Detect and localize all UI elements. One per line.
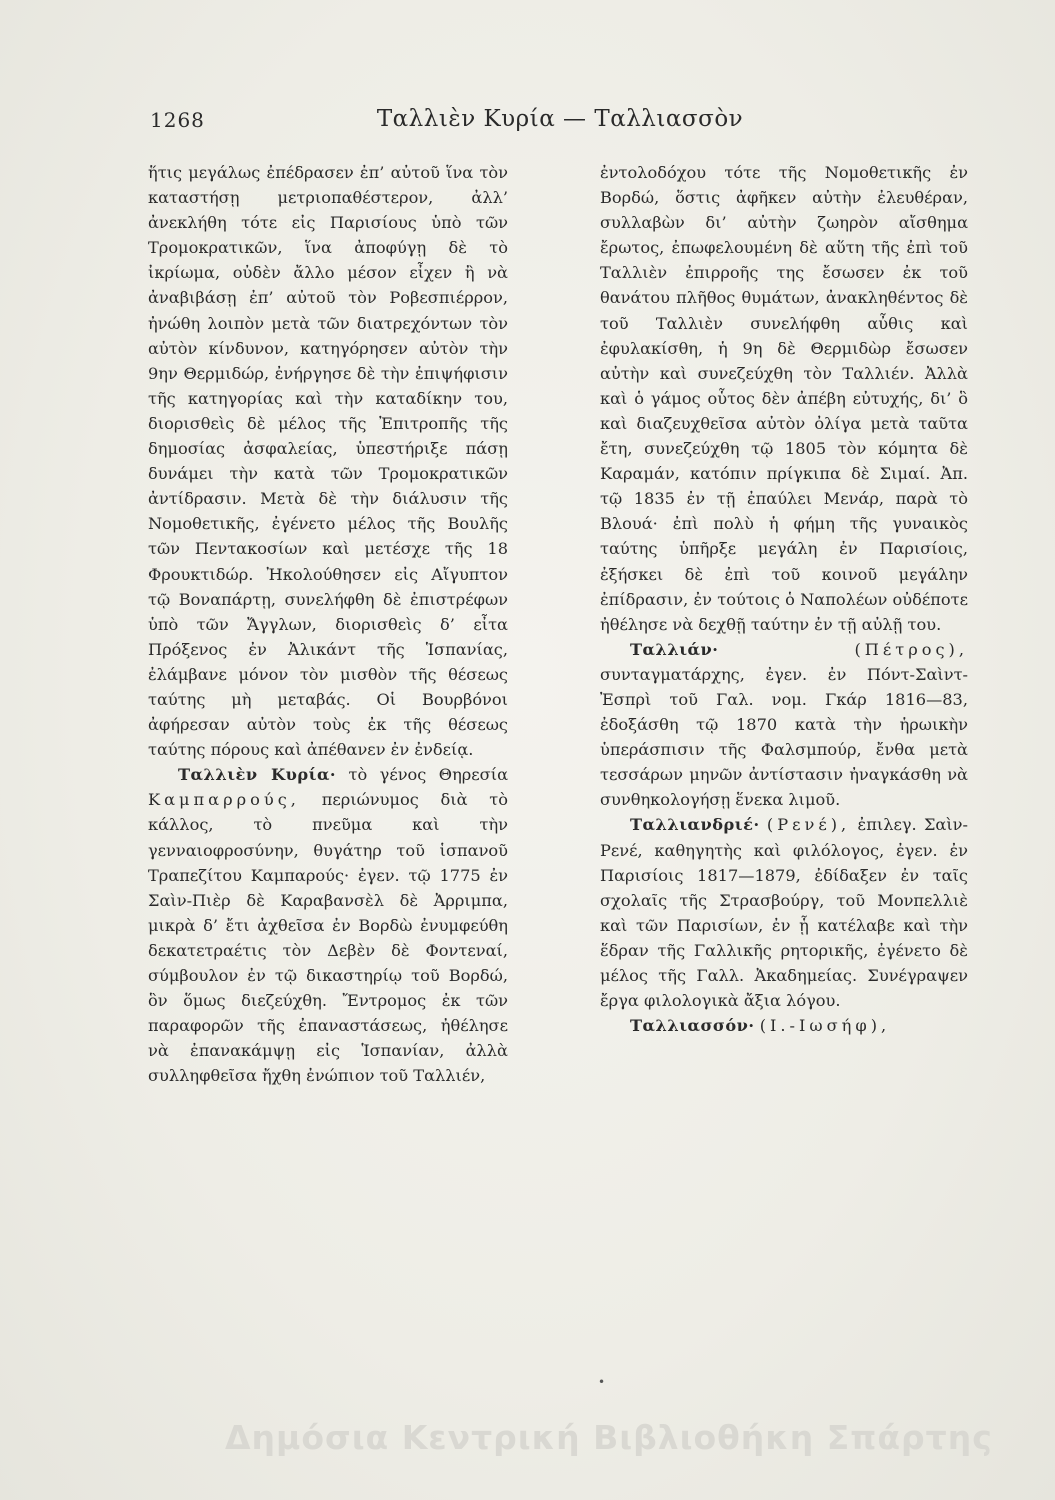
entry-spaced-name: (Ι.-Ιωσήφ), (759, 1016, 891, 1036)
entry-lemma: Ταλλιανδριέ· (630, 815, 760, 835)
left-column (148, 160, 508, 1088)
entry-tallian (600, 637, 968, 813)
page-header (150, 108, 950, 142)
entry-tallianrie (600, 812, 968, 1013)
entry-tallien-kyria (148, 762, 508, 1088)
entry-tallyasson (600, 1013, 968, 1038)
page-number: 1268 (150, 108, 205, 132)
entry-spaced-name: (Πέτρος), (854, 639, 968, 659)
entry-text: ἐπιλεγ. Σαὶν-Ρενέ, καθηγητὴς καὶ φιλόλογος, ἐγεν. ἐν Παρισίοις 1817—1879, ἐδίδαξεν ἐν ταῖς σχολαῖς τῆς Στρασβούργ, τοῦ Μονπελλιὲ καὶ τῶν Παρισίων, ἐν ᾗ κατέλαβε καὶ τὴν ἕδραν τῆς Γαλλικῆς ρητορικῆς, ἐγένετο δὲ μέλος τῆς Γαλλ. Ἀκαδημείας. Συνέγραψεν ἔργα φιλολογικὰ ἄξια λόγου. (600, 815, 968, 1011)
entry-lemma: Ταλλιὲν Κυρία· (178, 765, 337, 785)
left-paragraph-continuation: ἥτις μεγάλως ἐπέδρασεν ἐπ’ αὐτοῦ ἵνα τὸν καταστήσῃ μετριοπαθέστερον, ἀλλ’ ἀνεκλήθη τότε εἰς Παρισίους ὑπὸ τῶν Τρομοκρατικῶν, ἵνα ἀποφύγῃ δὲ τὸ ἰκρίωμα, οὐδὲν ἄλλο μέσον εἶχεν ἢ νὰ ἀναβιβάσῃ ἐπ’ αὐτοῦ τὸν Ροβεσπιέρρον, ἠνώθη λοιπὸν μετὰ τῶν διατρεχόντων τὸν αὐτὸν κίνδυνον, κατηγόρησεν αὐτὸν τὴν 9ην Θερμιδώρ, ἐνήργησε δὲ τὴν ἐπιψήφισιν τῆς κατηγορίας καὶ τὴν καταδίκην του, διορισθεὶς δὲ μέλος τῆς Ἐπιτροπῆς τῆς δημοσίας ἀσφαλείας, ὑπεστήριξε πάσῃ δυνάμει τὴν κατὰ τῶν Τρομοκρατικῶν ἀντίδρασιν. Μετὰ δὲ τὴν διάλυσιν τῆς Νομοθετικῆς, ἐγένετο μέλος τῆς Βουλῆς τῶν Πεντακοσίων καὶ μετέσχε τῆς 18 Φρουκτιδώρ. Ἠκολούθησεν εἰς Αἴγυπτον τῷ Βοναπάρτῃ, συνελήφθη δὲ ἐπιστρέφων ὑπὸ τῶν Ἄγγλων, διορισθεὶς δ’ εἶτα Πρόξενος ἐν Ἀλικάντ τῆς Ἱσπανίας, ἐλάμβανε μόνον τὸν μισθὸν τῆς θέσεως ταύτης μὴ μεταβάς. Οἱ Βουρβόνοι ἀφήρεσαν αὐτὸν τοὺς ἐκ τῆς θέσεως ταύτης πόρους καὶ ἀπέθανεν ἐν ἐνδείᾳ. (148, 163, 508, 760)
running-head: Ταλλιὲν Κυρία — Ταλλιασσὸν (376, 106, 744, 132)
entry-spaced-name: (Ρενέ), (766, 815, 851, 835)
entry-lemma: Ταλλιάν· (630, 639, 719, 659)
right-paragraph-continuation: ἐντολοδόχου τότε τῆς Νομοθετικῆς ἐν Βορδώ, ὅστις ἀφῆκεν αὐτὴν ἐλευθέραν, συλλαβὼν δι’ αὐτὴν ζωηρὸν αἴσθημα ἔρωτος, ἐπωφελουμένη δὲ αὕτη τῆς ἐπὶ τοῦ Ταλλιὲν ἐπιρροῆς της ἔσωσεν ἐκ τοῦ θανάτου πλῆθος θυμάτων, ἀνακληθέντος δὲ τοῦ Ταλλιὲν συνελήφθη αὖθις καὶ ἐφυλακίσθη, ἡ 9η δὲ Θερμιδὼρ ἔσωσεν αὐτὴν καὶ συνεζεύχθη τὸν Ταλλιέν. Ἀλλὰ καὶ ὁ γάμος οὗτος δὲν ἀπέβη εὐτυχής, δι’ ὃ καὶ διαζευχθεῖσα αὐτὸν ὀλίγα μετὰ ταῦτα ἔτη, συνεζεύχθη τῷ 1805 τὸν κόμητα δὲ Καραμάν, κατόπιν πρίγκιπα δὲ Σιμαί. Ἀπ. τῷ 1835 ἐν τῇ ἐπαύλει Μενάρ, παρὰ τὸ Βλουά· ἐπὶ πολὺ ἡ φήμη τῆς γυναικὸς ταύτης ὑπῆρξε μεγάλη ἐν Παρισίοις, ἐξήσκει δὲ ἐπὶ τοῦ κοινοῦ μεγάλην ἐπίδρασιν, ἐν τούτοις ὁ Ναπολέων οὐδέποτε ἠθέλησε νὰ δεχθῇ ταύτην ἐν τῇ αὐλῇ του. (600, 163, 968, 634)
library-watermark: Δημόσια Κεντρική Βιβλιοθήκη Σπάρτης (225, 1418, 993, 1457)
entry-text: τὸ γένος Θηρεσία (348, 765, 508, 785)
entry-spaced-name: Καμπαρρούς, (148, 790, 300, 810)
entry-lemma: Ταλλιασσόν· (630, 1016, 755, 1036)
entry-text: περιώνυμος διὰ τὸ κάλλος, τὸ πνεῦμα καὶ τὴν γενναιοφροσύνην, θυγάτηρ τοῦ ἱσπανοῦ Τραπεζίτου Καμπαρούς· ἐγεν. τῷ 1775 ἐν Σαὶν-Πιὲρ δὲ Καραβανσὲλ δὲ Ἀρριμπα, μικρὰ δ’ ἔτι ἀχθεῖσα ἐν Βορδὼ ἐνυμφεύθη δεκατετραέτις τὸν Δεβὲν δὲ Φοντεναί, σύμβουλον ἐν τῷ δικαστηρίῳ τοῦ Βορδώ, ὃν ὅμως διεζεύχθη. Ἔντρομος ἐκ τῶν παραφορῶν τῆς ἐπαναστάσεως, ἠθέλησε νὰ ἐπανακάμψῃ εἰς Ἱσπανίαν, ἀλλὰ συλληφθεῖσα ἤχθη ἐνώπιον τοῦ Ταλλιέν, (148, 790, 508, 1086)
print-mark: • (598, 1375, 606, 1389)
entry-text: συνταγματάρχης, ἐγεν. ἐν Πόντ-Σαὶντ-Ἐσπρὶ τοῦ Γαλ. νομ. Γκάρ 1816—83, ἐδοξάσθη τῷ 1870 κατὰ τὴν ἡρωικὴν ὑπεράσπισιν τῆς Φαλσμπούρ, ἔνθα μετὰ τεσσάρων μηνῶν ἀντίστασιν ἠναγκάσθη νὰ συνθηκολογήσῃ ἕνεκα λιμοῦ. (600, 664, 968, 810)
right-column (600, 160, 968, 1038)
